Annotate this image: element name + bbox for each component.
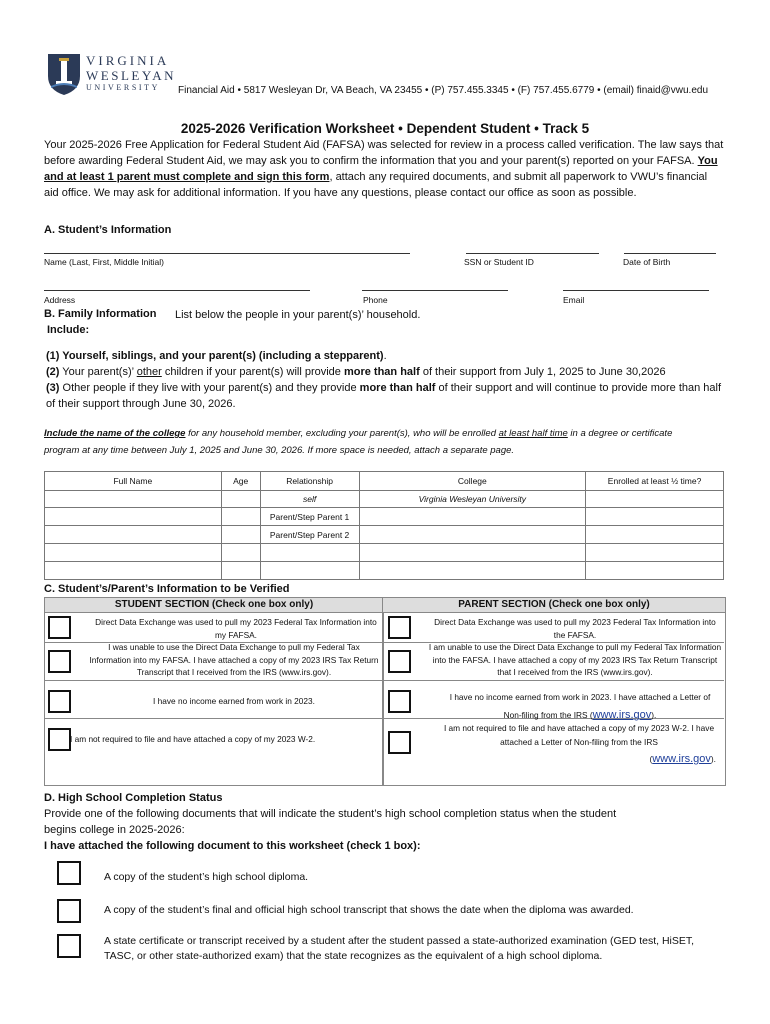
parent-checkbox-transcript[interactable] xyxy=(388,650,411,673)
diploma-checkbox[interactable] xyxy=(57,861,81,885)
section-b-instruction: List below the people in your parent(s)’ household. xyxy=(175,309,421,321)
table-cell[interactable]: Virginia Wesleyan University xyxy=(359,491,586,508)
parent-option-transcript: I am unable to use the Direct Data Exchange to pull my Federal Tax Information into the FAFSA. I have attached a copy of my 2023 IRS Tax Return Transcript that I received from the IRS (www.irs.gov). xyxy=(428,642,722,677)
irs-link[interactable]: www.irs.gov xyxy=(652,753,711,765)
table-row xyxy=(45,544,724,562)
table-cell[interactable] xyxy=(221,544,260,562)
section-d-intro: Provide one of the following documents that will indicate the student’s high school completion status when the student begins college in 2025-2026: xyxy=(44,808,617,836)
section-d-attached: I have attached the following document to this worksheet (check 1 box): xyxy=(44,840,421,852)
table-row xyxy=(45,491,724,508)
intro-text-2: , attach any required documents, and submit all paperwork to VWU’s financial aid office. We may ask for additional information. If you have any questions, please contact our office as soon as possible. xyxy=(44,171,708,199)
household-item-3: (3) Other people if they live with your parent(s) and they provide more than half of their support and will continue to provide more than half of their support through June 30, 2026. xyxy=(46,382,722,410)
table-row xyxy=(45,526,724,544)
table-header-name: Full Name xyxy=(45,472,222,491)
intro-bold: You and at least 1 parent must complete and sign this form xyxy=(44,155,718,183)
logo-line-2: WESLEYAN xyxy=(86,68,177,83)
name-label: Name (Last, First, Middle Initial) xyxy=(44,257,164,267)
section-c-heading: C. Student’s/Parent’s Information to be Verified xyxy=(44,583,290,595)
table-header-enrolled: Enrolled at least ½ time? xyxy=(586,472,724,491)
section-b-heading: B. Family Information xyxy=(44,308,157,320)
table-cell[interactable] xyxy=(221,491,260,508)
section-a-heading: A. Student’s Information xyxy=(44,224,172,236)
student-checkbox-transcript[interactable] xyxy=(48,650,71,673)
table-header-age: Age xyxy=(221,472,260,491)
parent-checkbox-no-income[interactable] xyxy=(388,690,411,713)
section-d-heading: D. High School Completion Status xyxy=(44,792,223,804)
household-item-2: (2) Your parent(s)’ other children if your parent(s) will provide more than half of their support from July 1, 2025 to June 30,2026 xyxy=(46,366,666,378)
transcript-checkbox[interactable] xyxy=(57,899,81,923)
table-cell[interactable] xyxy=(221,526,260,544)
student-option-not-required: I am not required to file and have attached a copy of my 2023 W-2. xyxy=(70,734,316,744)
university-logo xyxy=(46,52,177,96)
page-title: 2025-2026 Verification Worksheet • Dependent Student • Track 5 xyxy=(180,121,590,136)
table-cell[interactable] xyxy=(221,562,260,580)
student-option-transcript: I was unable to use the Direct Data Exchange to pull my Federal Tax Information into my FAFSA. I have attached a copy of my 2023 IRS Tax Return Transcript that I received from the IRS (www.irs.gov). xyxy=(89,642,379,677)
table-header-college: College xyxy=(359,472,586,491)
parent-checkbox-not-required[interactable] xyxy=(388,731,411,754)
parent-checkbox-dde[interactable] xyxy=(388,616,411,639)
table-row xyxy=(45,562,724,580)
ssn-label: SSN or Student ID xyxy=(464,257,534,267)
table-header-relationship: Relationship xyxy=(260,472,359,491)
table-cell[interactable]: Parent/Step Parent 2 xyxy=(260,526,359,544)
table-cell[interactable] xyxy=(586,508,724,526)
table-cell[interactable] xyxy=(359,562,586,580)
dob-field[interactable] xyxy=(624,252,716,254)
student-checkbox-no-income[interactable] xyxy=(48,690,71,713)
phone-field[interactable] xyxy=(362,289,508,291)
parent-option-no-income: I have no income earned from work in 2023. I have attached a Letter of Non-filing from the IRS (www.irs.gov). xyxy=(449,692,711,721)
student-checkbox-dde[interactable] xyxy=(48,616,71,639)
household-item-1: (1) Yourself, siblings, and your parent(s) (including a stepparent). xyxy=(46,350,387,362)
parent-option-not-required: I am not required to file and have attached a copy of my 2023 W-2. I have attached a Letter of Non-filing from the IRS (www.irs.gov). xyxy=(443,723,716,765)
table-cell[interactable] xyxy=(45,508,222,526)
table-cell[interactable] xyxy=(586,544,724,562)
parent-section-header: PARENT SECTION (Check one box only) xyxy=(382,597,726,613)
table-cell[interactable] xyxy=(359,526,586,544)
address-label: Address xyxy=(44,295,76,305)
name-field[interactable] xyxy=(44,252,410,254)
table-cell[interactable] xyxy=(359,508,586,526)
family-table xyxy=(44,471,724,580)
state-certificate-option: A state certificate or transcript received by a student after the student passed a state-authorized examination (GED test, HiSET, TASC, or other state-authorized exam) that the state recognizes as the equivalent of a high school diploma. xyxy=(104,935,695,962)
diploma-option: A copy of the student’s high school diploma. xyxy=(104,871,309,883)
student-option-no-income: I have no income earned from work in 2023. xyxy=(153,696,315,706)
student-section-header: STUDENT SECTION (Check one box only) xyxy=(44,597,384,613)
table-cell[interactable] xyxy=(359,544,586,562)
address-field[interactable] xyxy=(44,289,310,291)
parent-option-dde: Direct Data Exchange was used to pull my 2023 Federal Tax Information into the FAFSA. xyxy=(434,617,716,640)
email-label: Email xyxy=(563,295,585,305)
table-cell[interactable] xyxy=(45,562,222,580)
table-cell[interactable] xyxy=(586,562,724,580)
intro-paragraph xyxy=(44,137,724,201)
email-field[interactable] xyxy=(563,289,709,291)
table-cell[interactable]: self xyxy=(260,491,359,508)
college-note: Include the name of the college for any household member, excluding your parent(s), who will be enrolled at least half time in a degree or certificate program at any time between July 1, 2025 and June 30, 2026. If more space is needed, attach a separate page. xyxy=(44,428,673,456)
phone-label: Phone xyxy=(363,295,388,305)
table-cell[interactable] xyxy=(221,508,260,526)
logo-line-3: UNIVERSITY xyxy=(86,83,160,92)
table-cell[interactable] xyxy=(586,491,724,508)
table-row xyxy=(45,508,724,526)
logo-line-1: VIRGINIA xyxy=(86,53,170,68)
table-cell[interactable] xyxy=(45,491,222,508)
table-cell[interactable] xyxy=(45,544,222,562)
table-cell[interactable] xyxy=(586,526,724,544)
table-cell[interactable] xyxy=(45,526,222,544)
ssn-field[interactable] xyxy=(466,252,599,254)
irs-link[interactable]: www.irs.gov xyxy=(592,709,652,721)
lighthouse-crest-icon xyxy=(46,52,82,96)
state-certificate-checkbox[interactable] xyxy=(57,934,81,958)
student-option-dde: Direct Data Exchange was used to pull my 2023 Federal Tax Information into my FAFSA. xyxy=(95,617,377,640)
table-cell[interactable]: Parent/Step Parent 1 xyxy=(260,508,359,526)
table-cell[interactable] xyxy=(260,544,359,562)
transcript-option: A copy of the student’s final and official high school transcript that shows the date when the diploma was awarded. xyxy=(104,904,634,916)
contact-line: Financial Aid • 5817 Wesleyan Dr, VA Beach, VA 23455 • (P) 757.455.3345 • (F) 757.455.6779 • (email) finaid@vwu.edu xyxy=(178,85,709,96)
intro-text-1: Your 2025-2026 Free Application for Federal Student Aid (FAFSA) was selected for review in a process called verification. The law says that before awarding Federal Student Aid, we may ask you to confirm the information that you and your parent(s) reported on your FAFSA. xyxy=(44,139,724,167)
dob-label: Date of Birth xyxy=(623,257,671,267)
table-cell[interactable] xyxy=(260,562,359,580)
include-label: Include: xyxy=(47,324,90,336)
